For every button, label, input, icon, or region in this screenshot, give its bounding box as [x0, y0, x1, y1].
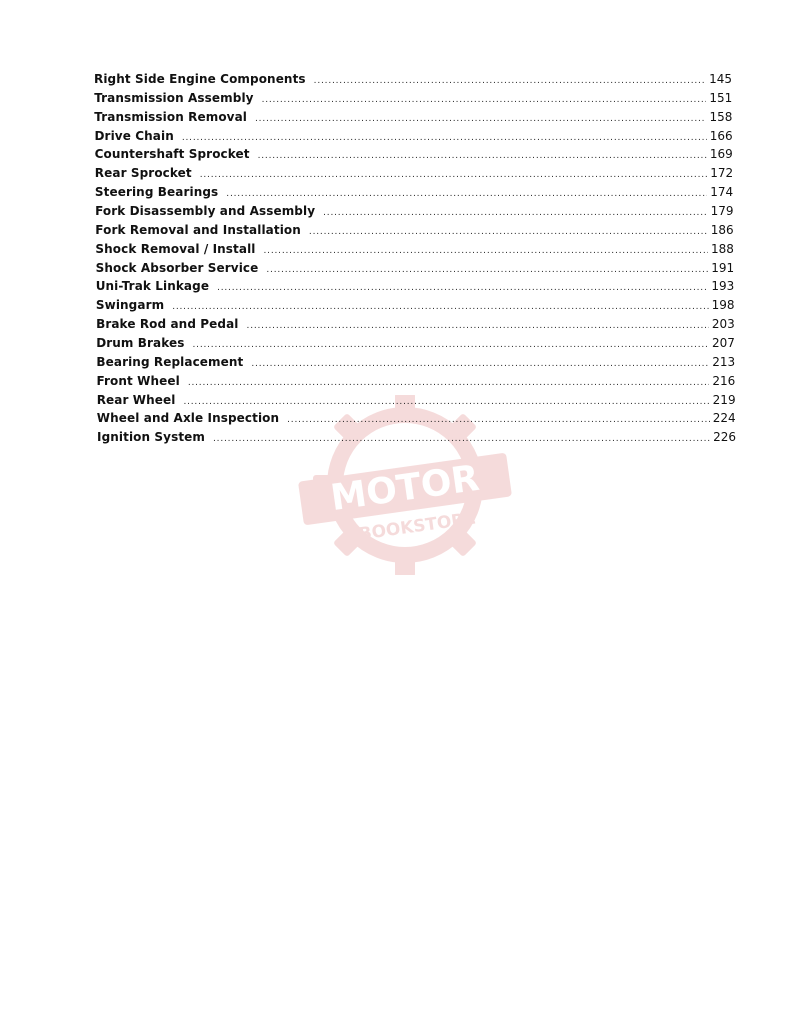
toc-entry-title: Countershaft Sprocket [94, 147, 250, 162]
toc-entry-title: Drum Brakes [96, 335, 185, 350]
toc-entry [97, 430, 736, 448]
toc-entry [96, 298, 735, 316]
toc-entry-page-number: 172 [710, 166, 734, 181]
toc-entry-title: Transmission Assembly [94, 90, 254, 105]
toc-dot-leader [188, 379, 710, 388]
toc-dot-leader [323, 209, 707, 218]
toc-dot-leader [266, 266, 708, 275]
watermark-text-motor: MOTOR [328, 457, 482, 520]
toc-entry-title: Bearing Replacement [96, 354, 244, 369]
toc-entry-page-number: 216 [712, 373, 736, 388]
toc-entry [97, 393, 736, 411]
toc-entry-title: Right Side Engine Components [94, 72, 306, 86]
toc-dot-leader [193, 341, 709, 350]
toc-entry [96, 336, 735, 354]
toc-dot-leader [251, 360, 709, 369]
watermark-text-bookstore: BOOKSTORE [357, 508, 478, 545]
toc-dot-leader [247, 322, 709, 331]
toc-entry [95, 223, 733, 241]
toc-entry [95, 204, 733, 222]
toc-entry-title: Brake Rod and Pedal [96, 317, 239, 332]
toc-dot-leader [314, 77, 706, 86]
toc-entry [94, 72, 732, 90]
toc-entry-title: Drive Chain [94, 128, 174, 143]
toc-dot-leader [200, 171, 707, 180]
toc-entry [95, 166, 733, 184]
toc-entry-title: Uni-Trak Linkage [95, 279, 210, 294]
toc-entry-page-number: 158 [709, 109, 733, 124]
toc-entry-title: Wheel and Axle Inspection [96, 411, 280, 426]
toc-entry-page-number: 169 [709, 147, 733, 162]
toc-entry-page-number: 179 [710, 204, 734, 218]
toc-dot-leader [262, 96, 707, 105]
toc-entry-page-number: 207 [711, 335, 735, 350]
toc-entry [95, 185, 733, 203]
toc-entry-page-number: 226 [713, 430, 736, 445]
toc-entry [97, 374, 736, 392]
toc-entry-title: Fork Removal and Installation [95, 222, 301, 237]
toc-entry [95, 147, 733, 165]
toc-entry-title: Front Wheel [96, 373, 180, 388]
toc-entry-page-number: 145 [709, 72, 732, 86]
toc-entry [94, 91, 732, 109]
toc-dot-leader [258, 152, 707, 161]
toc-entry-page-number: 213 [712, 354, 736, 369]
toc-dot-leader [172, 303, 708, 312]
toc-dot-leader [217, 284, 708, 293]
toc-entry-title: Fork Disassembly and Assembly [95, 204, 316, 218]
toc-entry-page-number: 198 [711, 298, 735, 313]
toc-dot-leader [183, 398, 709, 407]
toc-dot-leader [309, 228, 708, 237]
toc-entry-page-number: 166 [709, 128, 733, 143]
toc-entry-title: Ignition System [97, 430, 206, 445]
toc-entry-page-number: 188 [710, 241, 734, 256]
toc-entry [96, 279, 735, 297]
toc-dot-leader [226, 190, 707, 199]
toc-entry [97, 411, 736, 429]
toc-entry-title: Swingarm [95, 298, 165, 313]
toc-entry-page-number: 186 [710, 222, 734, 237]
toc-entry-page-number: 193 [711, 279, 735, 294]
toc-entry-page-number: 203 [711, 317, 735, 332]
toc-entry-page-number: 224 [712, 411, 736, 426]
toc-entry [96, 261, 735, 279]
toc-entry-page-number: 174 [710, 185, 734, 200]
toc-dot-leader [264, 247, 708, 256]
toc-dot-leader [255, 115, 706, 124]
toc-entry-page-number: 191 [711, 260, 735, 275]
toc-entry-title: Shock Absorber Service [95, 260, 259, 275]
toc-entry [95, 242, 734, 260]
toc-entry [94, 110, 732, 128]
toc-entry-title: Shock Removal / Install [95, 241, 256, 256]
toc-entry [96, 317, 735, 335]
toc-entry-page-number: 151 [709, 90, 733, 105]
toc-dot-leader [213, 435, 710, 444]
toc-entry-title: Rear Sprocket [94, 166, 192, 181]
toc-entry-title: Rear Wheel [96, 392, 176, 407]
toc-entry-page-number: 219 [712, 392, 736, 407]
toc-dot-leader [182, 134, 707, 143]
toc-entry-title: Steering Bearings [94, 185, 219, 200]
toc-entry [96, 355, 735, 373]
toc-entry [95, 129, 733, 147]
toc-entry-title: Transmission Removal [94, 109, 248, 124]
toc-dot-leader [287, 416, 710, 425]
